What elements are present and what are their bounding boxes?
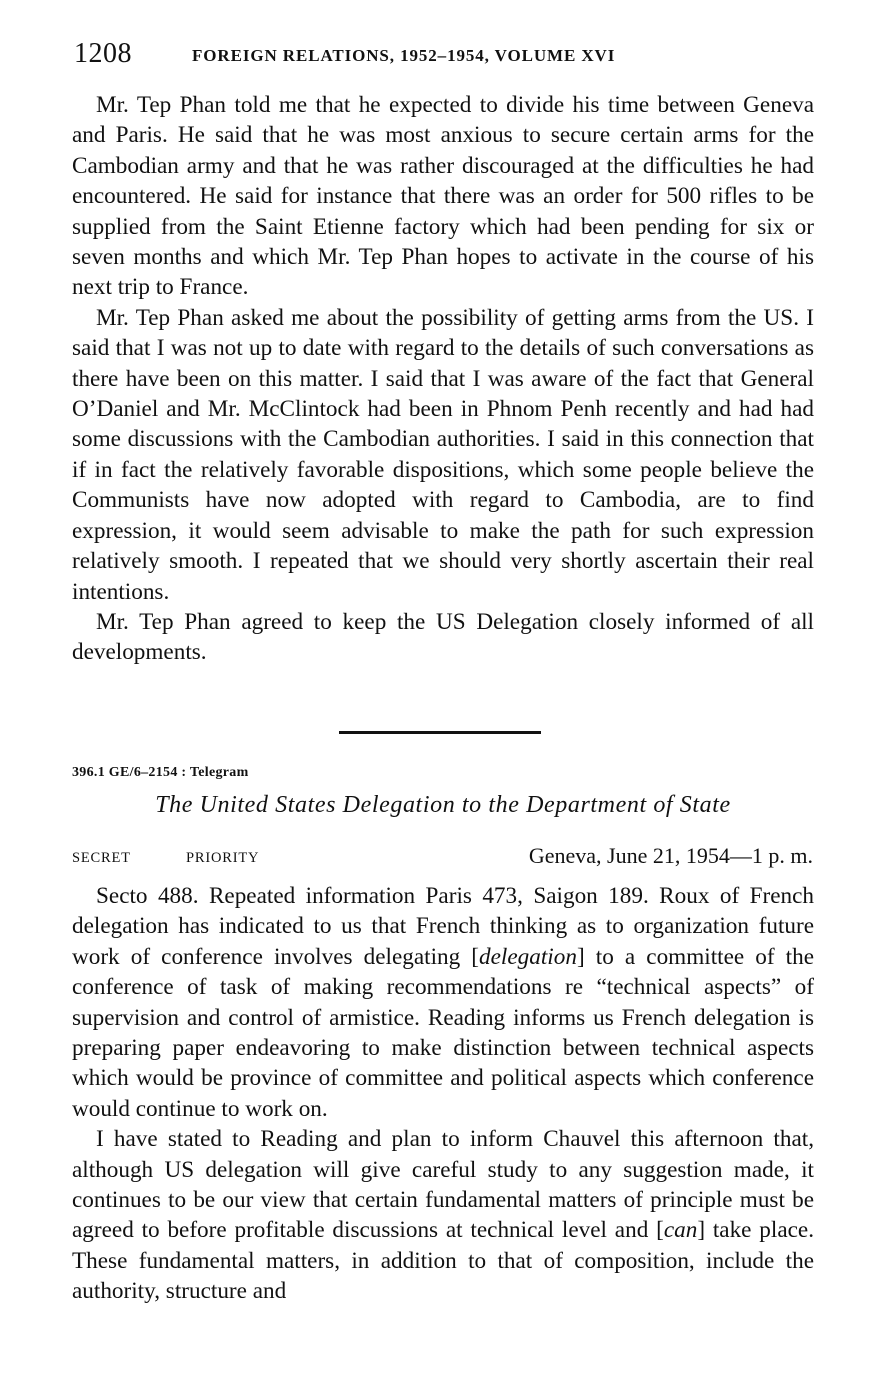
text-segment: Secto 488. Repeated information Paris 473, Saigon 189. Roux of French delegation has indicated to us that French thinking as to organization future work of conference involves delegating [	[72, 883, 814, 970]
paragraph-arms-from-us: Mr. Tep Phan asked me about the possibility of getting arms from the US. I said that I was not up to date with regard to the details of such conversations as there have been on this matter. I said that I was aware of the fact that General O’Daniel and Mr. McClintock had been in Phnom Penh recently and had had some discussions with the Cambodian authorities. I said in this connection that if in fact the relatively favorable dispositions, which some people believe the Communists have now adopted with regard to Cambodia, are to find expression, it would seem advisable to make the path for such expression relatively smooth. I repeated that we should very shortly ascertain their real intentions.	[72, 304, 814, 605]
paragraph-secto-488	[72, 881, 814, 1124]
dateline-date: , June 21, 1954—1 p. m.	[596, 843, 813, 868]
priority-label: PRIORITY	[186, 850, 260, 866]
running-title: FOREIGN RELATIONS, 1952–1954, VOLUME XVI	[192, 46, 616, 65]
document-heading: The United States Delegation to the Department of State	[155, 792, 731, 818]
text-segment: ] take place. These fundamental matters, in addition to that of composition, include the authority, structure and	[72, 1217, 814, 1305]
editorial-insertion: delegation	[479, 943, 577, 970]
dateline-place	[529, 843, 596, 868]
editorial-insertion: can	[663, 1217, 698, 1244]
page-number: 1208	[74, 38, 132, 69]
classification-label: SECRET	[72, 850, 131, 866]
section-two-body	[72, 881, 814, 1307]
dateline	[529, 843, 813, 869]
paragraph-fundamental-matters	[72, 1124, 814, 1306]
paragraph-keep-informed: Mr. Tep Phan agreed to keep the US Delegation closely informed of all developments.	[72, 608, 814, 666]
file-reference: 396.1 GE/6–2154 : Telegram	[72, 765, 249, 780]
section-one-body	[72, 90, 814, 668]
text-segment: I have stated to Reading and plan to inform Chauvel this afternoon that, although US delegation will give careful study to any suggestion made, it continues to be our view that certain fundamental matters of principle must be agreed to before profitable discussions at technical level and [	[72, 1126, 814, 1244]
dateline-place-text: Geneva	[528, 843, 597, 868]
text-segment: ] to a committee of the conference of task of making recommendations re “technical aspects” of supervision and control of armistice. Reading informs us French delegation is preparing paper endeavoring to make distinction between technical aspects which would be province of committee and political aspects which conference would continue to work on.	[72, 943, 815, 1122]
section-divider	[339, 731, 541, 734]
running-head	[74, 38, 814, 78]
paragraph-tep-phan-travel: Mr. Tep Phan told me that he expected to divide his time between Geneva and Paris. He said that he was most anxious to secure certain arms for the Cambodian army and that he was rather discouraged at the difficulties he had encountered. He said for instance that there was an order for 500 rifles to be supplied from the Saint Etienne factory which had been pending for six or seven months and which Mr. Tep Phan hopes to activate in the course of his next trip to France.	[72, 92, 814, 301]
